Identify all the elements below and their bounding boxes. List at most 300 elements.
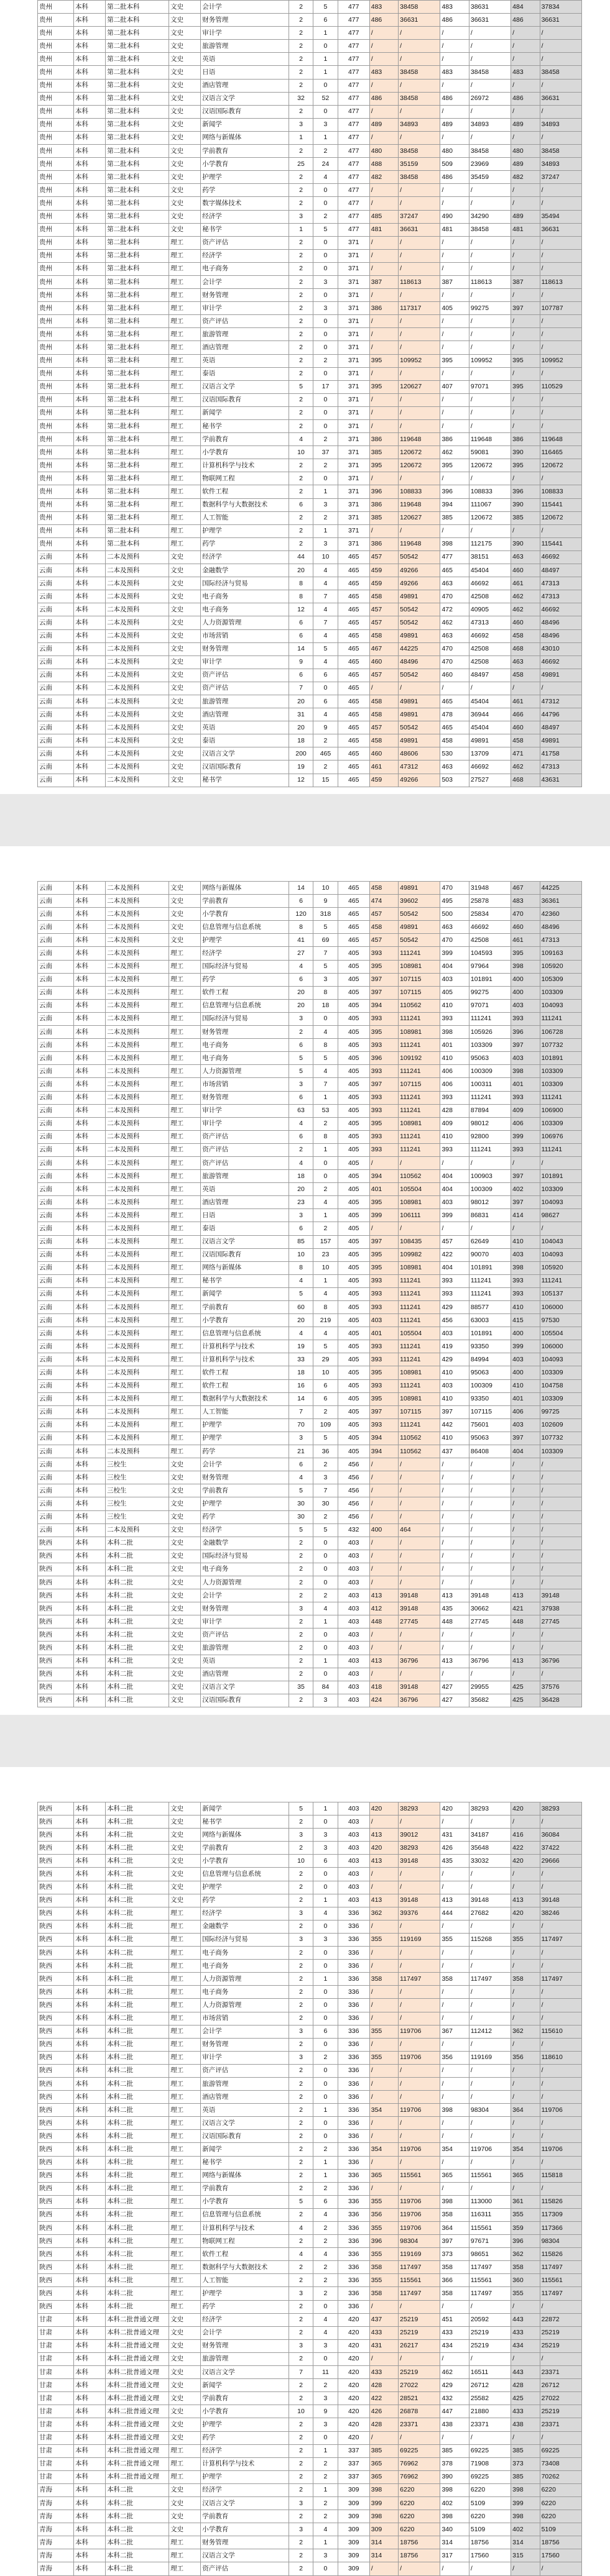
cell-control-line: 405	[338, 947, 369, 960]
table-row	[38, 1894, 582, 1907]
cell-enrolled: 1	[313, 2444, 338, 2457]
cell-avg-score: 314	[511, 2536, 540, 2549]
cell-plan: 21	[289, 1445, 313, 1458]
cell-province: 云南	[38, 734, 74, 747]
cell-avg-score: /	[511, 341, 540, 354]
cell-batch: 本科二批	[106, 2130, 169, 2143]
cell-enrolled: 2	[313, 210, 338, 223]
cell-major: 财务管理	[201, 642, 289, 655]
cell-min-score: 397	[369, 1078, 398, 1091]
table-row	[38, 682, 582, 695]
cell-control-line: 432	[338, 1523, 369, 1537]
cell-province: 贵州	[38, 14, 74, 27]
cell-control-line: 336	[338, 1999, 369, 2012]
cell-max-rank: 25834	[469, 908, 511, 921]
cell-avg-rank: 42360	[540, 908, 581, 921]
cell-plan: 2	[289, 328, 313, 341]
cell-province: 云南	[38, 747, 74, 760]
cell-max-rank: 36631	[469, 14, 511, 27]
cell-max-rank: 100309	[469, 1065, 511, 1078]
cell-category: 理工	[169, 1183, 201, 1196]
cell-enrolled: 0	[313, 1628, 338, 1642]
cell-category: 理工	[169, 2261, 201, 2274]
cell-min-rank: 39148	[399, 1894, 440, 1907]
cell-min-rank: 119706	[399, 2143, 440, 2156]
cell-batch: 二本及预科	[106, 1156, 169, 1169]
cell-min-rank: 36796	[399, 1694, 440, 1707]
cell-batch: 第二批本科	[106, 105, 169, 118]
cell-enrolled: 53	[313, 1104, 338, 1117]
cell-plan: 2	[289, 2549, 313, 2562]
cell-avg-rank: 115441	[540, 537, 581, 550]
cell-avg-score: 393	[511, 1091, 540, 1104]
cell-category: 文史	[169, 721, 201, 734]
cell-max-score: /	[440, 236, 469, 249]
cell-level: 本科	[74, 734, 106, 747]
cell-level: 本科	[74, 1235, 106, 1248]
cell-batch: 二本及预科	[106, 708, 169, 721]
cell-major: 经济学	[201, 550, 289, 564]
cell-plan: 4	[289, 1471, 313, 1484]
cell-plan: 4	[289, 1117, 313, 1130]
cell-min-score: 481	[369, 223, 398, 236]
cell-max-rank: /	[469, 328, 511, 341]
cell-max-rank: /	[469, 315, 511, 328]
cell-avg-score: 425	[511, 2392, 540, 2405]
cell-province: 贵州	[38, 289, 74, 302]
cell-province: 陕西	[38, 1881, 74, 1894]
cell-batch: 本科二批	[106, 2208, 169, 2221]
cell-control-line: 405	[338, 1065, 369, 1078]
cell-category: 理工	[169, 1379, 201, 1392]
cell-batch: 二本及预科	[106, 1340, 169, 1353]
cell-control-line: 465	[338, 774, 369, 787]
cell-control-line: 465	[338, 550, 369, 564]
cell-min-rank: 107115	[399, 986, 440, 999]
cell-max-rank: /	[469, 1510, 511, 1523]
cell-category: 文史	[169, 1642, 201, 1655]
cell-max-rank: 105926	[469, 1026, 511, 1039]
cell-min-score: 422	[369, 2392, 398, 2405]
cell-enrolled: 0	[313, 2064, 338, 2077]
cell-level: 本科	[74, 2379, 106, 2392]
cell-max-score: 465	[440, 695, 469, 708]
cell-min-rank: 49266	[399, 774, 440, 787]
cell-max-score: /	[440, 1628, 469, 1642]
cell-control-line: 465	[338, 695, 369, 708]
cell-avg-score: 466	[511, 708, 540, 721]
cell-batch: 二本及预科	[106, 642, 169, 655]
cell-level: 本科	[74, 2091, 106, 2104]
cell-control-line: 465	[338, 934, 369, 947]
cell-min-score: 393	[369, 1130, 398, 1143]
cell-avg-rank: /	[540, 682, 581, 695]
cell-major: 新闻学	[201, 2379, 289, 2392]
cell-province: 陕西	[38, 1550, 74, 1563]
table-row	[38, 1816, 582, 1829]
cell-enrolled: 10	[313, 1261, 338, 1274]
cell-plan: 3	[289, 1432, 313, 1445]
cell-avg-score: 399	[511, 1340, 540, 1353]
cell-control-line: 465	[338, 882, 369, 895]
cell-batch: 本科二批普通文理	[106, 2405, 169, 2418]
cell-category: 理工	[169, 2222, 201, 2235]
cell-plan: 2	[289, 145, 313, 158]
cell-batch: 本科二批	[106, 2038, 169, 2051]
cell-major: 小学教育	[201, 2523, 289, 2536]
cell-avg-score: 486	[511, 92, 540, 105]
cell-max-rank: /	[469, 682, 511, 695]
cell-batch: 本科二批	[106, 1920, 169, 1933]
cell-major: 市场营销	[201, 1078, 289, 1091]
cell-enrolled: 2	[313, 2143, 338, 2156]
cell-control-line: 403	[338, 1855, 369, 1868]
cell-min-score: 397	[369, 1405, 398, 1418]
cell-max-score: 433	[440, 2326, 469, 2339]
cell-province: 甘肃	[38, 2405, 74, 2418]
cell-major: 网络与新媒体	[201, 1829, 289, 1842]
cell-avg-rank: /	[540, 2064, 581, 2077]
cell-category: 理工	[169, 1418, 201, 1432]
cell-min-score: 355	[369, 1933, 398, 1946]
cell-category: 理工	[169, 2274, 201, 2287]
cell-plan: 6	[289, 1039, 313, 1052]
cell-category: 理工	[169, 341, 201, 354]
cell-max-rank: 112412	[469, 2025, 511, 2038]
cell-avg-rank: 36361	[540, 895, 581, 908]
cell-major: 网络与新媒体	[201, 2169, 289, 2182]
cell-level: 本科	[74, 934, 106, 947]
cell-max-score: 463	[440, 577, 469, 590]
cell-province: 云南	[38, 577, 74, 590]
cell-plan: 2	[289, 1668, 313, 1681]
cell-max-rank: /	[469, 524, 511, 537]
cell-enrolled: 4	[313, 1065, 338, 1078]
cell-control-line: 336	[338, 1986, 369, 1999]
cell-plan: 2	[289, 1999, 313, 2012]
cell-province: 云南	[38, 1471, 74, 1484]
cell-category: 理工	[169, 2549, 201, 2562]
cell-avg-rank: /	[540, 1816, 581, 1829]
cell-plan: 3	[289, 1209, 313, 1222]
cell-major: 学前教育	[201, 1301, 289, 1314]
cell-max-rank: 98304	[469, 2104, 511, 2117]
cell-min-score: 485	[369, 210, 398, 223]
cell-major: 秘书学	[201, 2156, 289, 2169]
cell-max-score: 410	[440, 999, 469, 1012]
cell-batch: 二本及预科	[106, 590, 169, 603]
cell-max-rank: 30662	[469, 1602, 511, 1615]
cell-min-rank: 119169	[399, 1933, 440, 1946]
cell-avg-rank: 104093	[540, 1196, 581, 1209]
cell-plan: 3	[289, 1078, 313, 1091]
table-row	[38, 2143, 582, 2156]
cell-min-rank: 28521	[399, 2392, 440, 2405]
cell-avg-rank: /	[540, 420, 581, 433]
cell-plan: 3	[289, 2051, 313, 2064]
cell-enrolled: 3	[313, 1471, 338, 1484]
cell-min-score: 489	[369, 118, 398, 131]
cell-min-rank: 110562	[399, 1432, 440, 1445]
cell-batch: 本科二批	[106, 1576, 169, 1589]
cell-max-score: 399	[440, 1209, 469, 1222]
cell-major: 电子商务	[201, 590, 289, 603]
cell-province: 陕西	[38, 1681, 74, 1694]
cell-major: 资产评估	[201, 2064, 289, 2077]
cell-major: 护理学	[201, 1432, 289, 1445]
table-row	[38, 14, 582, 27]
cell-plan: 2	[289, 537, 313, 550]
cell-control-line: 336	[338, 2091, 369, 2104]
cell-avg-rank: /	[540, 1458, 581, 1471]
cell-enrolled: 2	[313, 1222, 338, 1235]
cell-control-line: 403	[338, 1816, 369, 1829]
cell-level: 本科	[74, 1668, 106, 1681]
cell-min-score: 393	[369, 1104, 398, 1117]
cell-major: 财务管理	[201, 2339, 289, 2352]
cell-avg-score: 385	[511, 2444, 540, 2457]
cell-min-rank: 115561	[399, 2169, 440, 2182]
cell-batch: 第二批本科	[106, 367, 169, 380]
cell-avg-rank: /	[540, 1510, 581, 1523]
cell-level: 本科	[74, 999, 106, 1012]
cell-province: 贵州	[38, 92, 74, 105]
cell-control-line: 465	[338, 629, 369, 642]
cell-max-score: 387	[440, 275, 469, 288]
cell-major: 人力资源管理	[201, 616, 289, 629]
cell-plan: 6	[289, 1222, 313, 1235]
cell-control-line: 336	[338, 2117, 369, 2130]
cell-max-score: /	[440, 79, 469, 92]
cell-min-rank: 49266	[399, 577, 440, 590]
cell-min-rank: /	[399, 341, 440, 354]
cell-max-rank: 120672	[469, 511, 511, 524]
cell-province: 陕西	[38, 2261, 74, 2274]
cell-avg-rank: 46692	[540, 603, 581, 616]
cell-control-line: 477	[338, 27, 369, 40]
table-row	[38, 446, 582, 459]
cell-major: 会计学	[201, 275, 289, 288]
cell-province: 陕西	[38, 2287, 74, 2300]
cell-control-line: 336	[338, 2195, 369, 2208]
cell-level: 本科	[74, 1550, 106, 1563]
cell-batch: 二本及预科	[106, 564, 169, 577]
cell-plan: 2	[289, 341, 313, 354]
cell-category: 文史	[169, 734, 201, 747]
cell-max-rank: /	[469, 1920, 511, 1933]
cell-level: 本科	[74, 1183, 106, 1196]
cell-batch: 第二批本科	[106, 158, 169, 171]
table-row	[38, 184, 582, 197]
cell-category: 理工	[169, 1026, 201, 1039]
cell-level: 本科	[74, 2248, 106, 2261]
cell-province: 陕西	[38, 1537, 74, 1550]
cell-enrolled: 5	[313, 960, 338, 973]
cell-major: 物联网工程	[201, 2235, 289, 2248]
cell-province: 青海	[38, 2483, 74, 2496]
cell-plan: 2	[289, 393, 313, 406]
cell-control-line: 336	[338, 2182, 369, 2195]
cell-major: 汉语言文学	[201, 1235, 289, 1248]
table-row	[38, 289, 582, 302]
cell-major: 酒店管理	[201, 2091, 289, 2104]
cell-max-score: 403	[440, 973, 469, 986]
cell-province: 云南	[38, 960, 74, 973]
cell-major: 酒店管理	[201, 1196, 289, 1209]
cell-max-rank: /	[469, 420, 511, 433]
cell-major: 会计学	[201, 1, 289, 14]
cell-avg-rank: 115826	[540, 2248, 581, 2261]
cell-control-line: 420	[338, 2405, 369, 2418]
cell-avg-rank: 103309	[540, 1065, 581, 1078]
cell-province: 甘肃	[38, 2470, 74, 2483]
cell-max-score: /	[440, 197, 469, 210]
cell-category: 理工	[169, 1960, 201, 1973]
cell-control-line: 465	[338, 564, 369, 577]
cell-min-score: 398	[369, 2510, 398, 2523]
cell-min-rank: /	[399, 2077, 440, 2090]
cell-max-score: 403	[440, 1196, 469, 1209]
cell-max-rank: /	[469, 2117, 511, 2130]
cell-major: 国际经济与贸易	[201, 960, 289, 973]
cell-major: 护理学	[201, 1881, 289, 1894]
cell-plan: 4	[289, 1327, 313, 1340]
cell-batch: 二本及预科	[106, 1353, 169, 1366]
cell-min-score: 358	[369, 2261, 398, 2274]
cell-batch: 本科二批	[106, 2562, 169, 2575]
cell-control-line: 336	[338, 2169, 369, 2182]
cell-enrolled: 5	[313, 642, 338, 655]
cell-batch: 本科二批	[106, 1933, 169, 1946]
cell-level: 本科	[74, 1156, 106, 1169]
cell-avg-score: /	[511, 184, 540, 197]
cell-max-score: /	[440, 367, 469, 380]
cell-min-score: 385	[369, 511, 398, 524]
cell-avg-score: /	[511, 2077, 540, 2090]
cell-avg-score: /	[511, 328, 540, 341]
cell-max-rank: /	[469, 1537, 511, 1550]
cell-category: 理工	[169, 1170, 201, 1183]
cell-level: 本科	[74, 2366, 106, 2379]
cell-province: 云南	[38, 1130, 74, 1143]
cell-province: 陕西	[38, 2169, 74, 2182]
cell-control-line: 336	[338, 1933, 369, 1946]
cell-avg-score: /	[511, 27, 540, 40]
cell-min-score: /	[369, 2431, 398, 2444]
cell-province: 云南	[38, 1143, 74, 1156]
cell-min-rank: /	[399, 2038, 440, 2051]
cell-max-rank: 6220	[469, 2483, 511, 2496]
cell-major: 财务管理	[201, 14, 289, 27]
cell-major: 小学教育	[201, 446, 289, 459]
cell-category: 文史	[169, 2496, 201, 2510]
cell-control-line: 477	[338, 223, 369, 236]
cell-plan: 3	[289, 1602, 313, 1615]
cell-control-line: 336	[338, 2274, 369, 2287]
cell-level: 本科	[74, 2287, 106, 2300]
cell-control-line: 405	[338, 1274, 369, 1287]
cell-max-score: 405	[440, 302, 469, 315]
cell-enrolled: 36	[313, 1445, 338, 1458]
cell-plan: 2	[289, 1615, 313, 1628]
cell-avg-score: 404	[511, 1445, 540, 1458]
cell-min-rank: /	[399, 524, 440, 537]
cell-min-score: 386	[369, 302, 398, 315]
cell-batch: 本科二批	[106, 2496, 169, 2510]
cell-avg-rank: /	[540, 524, 581, 537]
cell-level: 本科	[74, 2510, 106, 2523]
cell-plan: 2	[289, 2104, 313, 2117]
cell-major: 护理学	[201, 934, 289, 947]
cell-enrolled: 2	[313, 459, 338, 472]
cell-province: 陕西	[38, 1655, 74, 1668]
cell-batch: 二本及预科	[106, 734, 169, 747]
cell-enrolled: 219	[313, 1314, 338, 1327]
cell-min-rank: 110562	[399, 1170, 440, 1183]
cell-plan: 2	[289, 1960, 313, 1973]
cell-max-score: /	[440, 1947, 469, 1960]
cell-max-score: 355	[440, 1933, 469, 1946]
cell-control-line: 336	[338, 1947, 369, 1960]
cell-enrolled: 2	[313, 2510, 338, 2523]
cell-category: 理工	[169, 537, 201, 550]
table-row	[38, 315, 582, 328]
cell-max-score: 460	[440, 669, 469, 682]
cell-level: 本科	[74, 184, 106, 197]
cell-avg-rank: /	[540, 236, 581, 249]
cell-batch: 第二批本科	[106, 433, 169, 446]
cell-max-rank: 115268	[469, 1933, 511, 1946]
cell-enrolled: 5	[313, 1340, 338, 1353]
cell-category: 理工	[169, 2104, 201, 2117]
cell-category: 文史	[169, 2339, 201, 2352]
cell-min-score: /	[369, 105, 398, 118]
cell-category: 文史	[169, 747, 201, 760]
cell-avg-score: 362	[511, 2025, 540, 2038]
cell-enrolled: 5	[313, 223, 338, 236]
cell-level: 本科	[74, 1379, 106, 1392]
cell-min-score: 480	[369, 145, 398, 158]
cell-category: 文史	[169, 2392, 201, 2405]
cell-min-score: 396	[369, 1052, 398, 1065]
cell-min-rank: 50542	[399, 616, 440, 629]
cell-major: 英语	[201, 2104, 289, 2117]
cell-major: 信息管理与信息系统	[201, 999, 289, 1012]
cell-min-rank: /	[399, 27, 440, 40]
cell-province: 云南	[38, 1458, 74, 1471]
cell-batch: 本科二批	[106, 2300, 169, 2313]
cell-level: 本科	[74, 1497, 106, 1510]
cell-plan: 3	[289, 1012, 313, 1025]
cell-batch: 第二批本科	[106, 184, 169, 197]
cell-batch: 本科二批	[106, 2274, 169, 2287]
cell-control-line: 465	[338, 616, 369, 629]
cell-major: 酒店管理	[201, 1668, 289, 1681]
table-row	[38, 1274, 582, 1287]
cell-major: 网络与新媒体	[201, 882, 289, 895]
cell-avg-rank: /	[540, 393, 581, 406]
cell-min-rank: 111241	[399, 1274, 440, 1287]
cell-max-rank: 59081	[469, 446, 511, 459]
cell-max-rank: /	[469, 40, 511, 53]
cell-category: 文史	[169, 629, 201, 642]
cell-enrolled: 0	[313, 2562, 338, 2575]
table-row	[38, 2222, 582, 2235]
cell-max-score: 386	[440, 433, 469, 446]
cell-avg-rank: /	[540, 1986, 581, 1999]
cell-level: 本科	[74, 328, 106, 341]
cell-batch: 第二批本科	[106, 131, 169, 144]
